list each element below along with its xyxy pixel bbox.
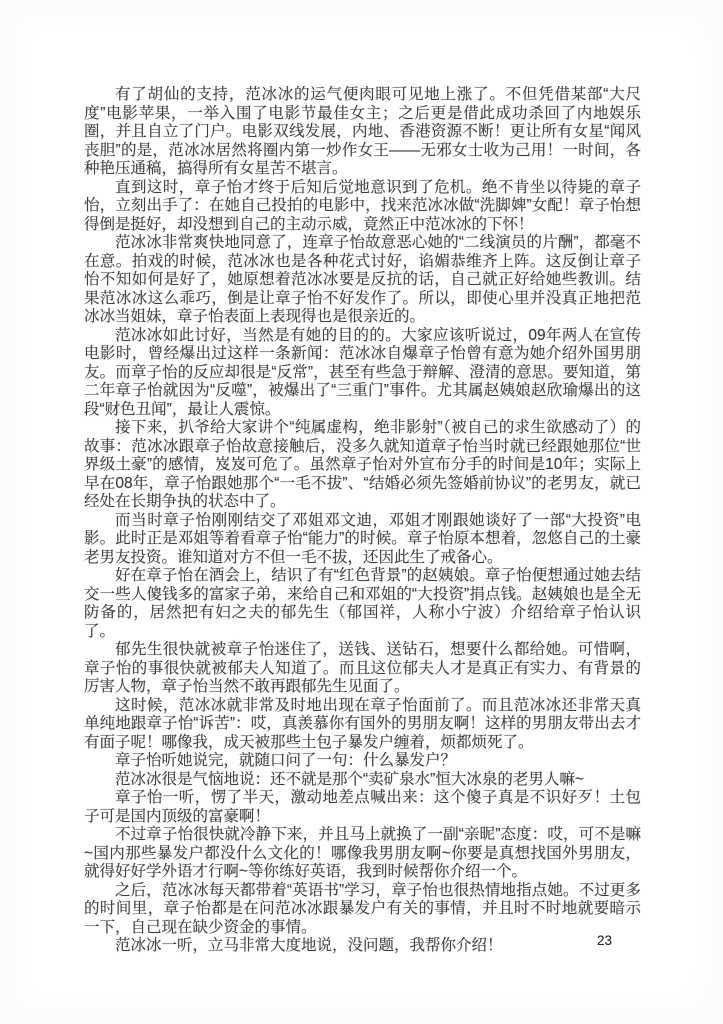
paragraph: 范冰冰如此讨好，当然是有她的目的的。大家应该听说过，09年两人在宣传电影时，曾经爆出过这样一条新闻：范冰冰自爆章子怡曾有意为她介绍外国男朋友。而章子怡的反应却很是“反常”，甚至有些急于辩解、澄清的意思。要知道，第二年章子怡就因为“反噬”，被爆出了“三重门”事件。尤其属赵姨娘赵欣瑜爆出的这段“财色丑闻”，最让人震惊。 — [84, 326, 641, 418]
text-content — [84, 86, 641, 956]
paragraph: 这时候，范冰冰就非常及时地出现在章子怡面前了。而且范冰冰还非常天真单纯地跟章子怡“诉苦”：哎，真羡慕你有国外的男朋友啊！这样的男朋友带出去才有面子呢！哪像我，成天被那些土包子暴发户缠着，烦都烦死了。 — [84, 696, 641, 751]
paragraph: 范冰冰很是气恼地说：还不就是那个“卖矿泉水”恒大冰泉的老男人嘛~ — [115, 770, 584, 788]
paragraph: 好在章子怡在酒会上，结识了有“红色背景”的赵姨娘。章子怡便想通过她去结交一些人傻钱多的富家子弟，来给自己和邓姐的“大投资”捐点钱。赵姨娘也是全无防备的，居然把有妇之夫的郁先生（郁国祥，人称小宁波）介绍给章子怡认识了。 — [84, 567, 641, 640]
page-number: 23 — [597, 933, 613, 948]
paragraph: 不过章子怡很快就冷静下来，并且马上就换了一副“亲昵”态度：哎，可不是嘛~国内那些暴发户都没什么文化的！哪像我男朋友啊~你要是真想找国外男朋友，就得好好学外语才行啊~等你练好英语，我到时候帮你介绍一个。 — [84, 826, 641, 880]
paragraph: 章子怡听她说完，就随口问了一句：什么暴发户？ — [115, 752, 457, 769]
paragraph: 接下来，扒爷给大家讲个“纯属虚构，绝非影射”（被自己的求生欲感动了）的故事：范冰冰跟章子怡故意接触后，没多久就知道章子怡当时就已经跟她那位“世界级土豪”的感情，岌岌可危了。虽然章子怡对外宣布分手的时间是10年；实际上早在08年，章子怡跟她那个“一毛不拔”、“结婚必须先签婚前协议”的老男友，就已经处在长期争执的状态中了。 — [84, 419, 641, 510]
paragraph: 范冰冰非常爽快地同意了，连章子怡故意恶心她的“二线演员的片酬”，都毫不在意。拍戏的时候，范冰冰也是各种花式讨好，谄媚恭维齐上阵。这反倒让章子怡不知如何是好了，她原想着范冰冰要是反抗的话，自己就正好给她些教训。结果范冰冰这么乖巧，倒是让章子怡不好发作了。所以，即使心里并没真正地把范冰冰当姐妹，章子怡表面上表现得也是很亲近的。 — [84, 234, 641, 325]
paragraph: 郁先生很快就被章子怡迷住了，送钱、送钻石，想要什么都给她。可惜啊，章子怡的事很快就被郁夫人知道了。而且这位郁夫人才是真正有实力、有背景的厉害人物，章子怡当然不敢再跟郁先生见面了。 — [84, 641, 641, 695]
paragraph: 范冰冰一听，立马非常大度地说，没问题，我帮你介绍！ — [115, 937, 503, 954]
paragraph: 章子怡一听，愣了半天，激动地差点喊出来：这个傻子真是不识好歹！土包子可是国内顶级的富豪啊！ — [84, 789, 641, 825]
paragraph: 之后，范冰冰每天都带着“英语书”学习，章子怡也很热情地指点她。不过更多的时间里，章子怡都是在问范冰冰跟暴发户有关的事情，并且时不时地就要暗示一下，自己现在缺少资金的事情。 — [84, 881, 641, 936]
paragraph: 直到这时，章子怡才终于后知后觉地意识到了危机。绝不肯坐以待毙的章子怡，立刻出手了：在她自己投拍的电影中，找来范冰冰做“洗脚婢”女配！章子怡想得倒是挺好，却没想到自己的主动示威，竟然正中范冰冰的下怀！ — [84, 178, 641, 233]
paragraph: 而当时章子怡刚刚结交了邓姐邓文迪，邓姐才刚跟她谈好了一部“大投资”电影。此时正是邓姐等着看章子怡“能力”的时候。章子怡原本想着，忽悠自己的土豪老男友投资。谁知道对方不但一毛不拔，还因此生了戒备心。 — [84, 511, 641, 566]
paragraph: 有了胡仙的支持，范冰冰的运气便肉眼可见地上涨了。不但凭借某部“大尺度”电影苹果，一举入围了电影节最佳女主；之后更是借此成功杀回了内地娱乐圈，并且自立了门户。电影双线发展，内地、香港资源不断！更让所有女星“闻风丧胆”的是，范冰冰居然将圈内第一炒作女王——无邪女士收为己用！一时间，各种艳压通稿，搞得所有女星苦不堪言。 — [84, 86, 641, 177]
